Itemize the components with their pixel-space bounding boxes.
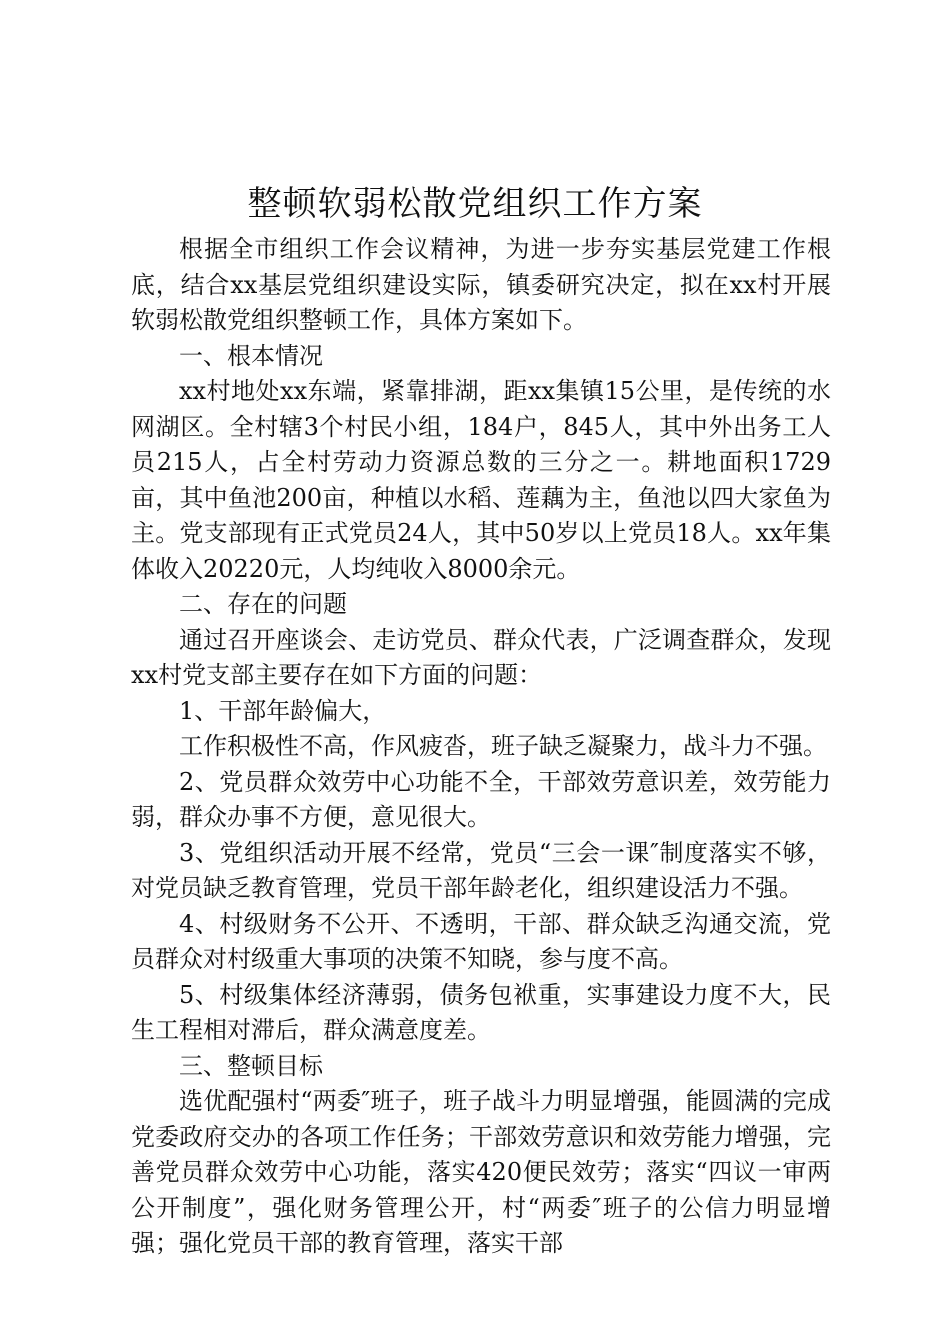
- list-item-problem-4: 4、村级财务不公开、不透明，干部、群众缺乏沟通交流，党员群众对村级重大事项的决策不知晓，参与度不高。: [131, 909, 831, 973]
- document-title: 整顿软弱松散党组织工作方案: [247, 184, 703, 224]
- paragraph-problem-1-detail: 工作积极性不高，作风疲沓，班子缺乏凝聚力，战斗力不强。: [179, 732, 827, 760]
- paragraph-intro: 根据全市组织工作会议精神，为进一步夯实基层党建工作根底，结合xx基层党组织建设实际，镇委研究决定，拟在xx村开展软弱松散党组织整顿工作，具体方案如下。: [131, 235, 831, 334]
- paragraph-basic-situation: xx村地处xx东端，紧靠排湖，距xx集镇15公里，是传统的水网湖区。全村辖3个村民小组，184户，845人，其中外出务工人员215人，占全村劳动力资源总数的三分之一。耕地面积1729亩，其中鱼池200亩，种植以水稻、莲藕为主，鱼池以四大家鱼为主。党支部现有正式党员24人，其中50岁以上党员18人。xx年集体收入20220元，人均纯收入8000余元。: [131, 377, 831, 583]
- document-body: [131, 232, 831, 1262]
- list-item-problem-2: 2、党员群众效劳中心功能不全，干部效劳意识差，效劳能力弱，群众办事不方便，意见很大。: [131, 767, 831, 831]
- list-item-problem-3: 3、党组织活动开展不经常，党员“三会一课″制度落实不够，对党员缺乏教育管理，党员干部年龄老化，组织建设活力不强。: [131, 838, 831, 902]
- list-item-problem-1: 1、干部年龄偏大，: [179, 696, 387, 725]
- section-heading-basic-situation: 一、根本情况: [179, 341, 323, 370]
- paragraph-problems-intro: 通过召开座谈会、走访党员、群众代表，广泛调查群众，发现xx村党支部主要存在如下方面的问题：: [131, 625, 831, 689]
- section-heading-goals: 三、整顿目标: [179, 1051, 323, 1080]
- paragraph-goals: 选优配强村“两委″班子，班子战斗力明显增强，能圆满的完成党委政府交办的各项工作任务；干部效劳意识和效劳能力增强，完善党员群众效劳中心功能，落实420便民效劳；落实“四议一审两公开制度”，强化财务管理公开，村“两委″班子的公信力明显增强；强化党员干部的教育管理，落实干部: [131, 1087, 831, 1257]
- list-item-problem-5: 5、村级集体经济薄弱，债务包袱重，实事建设力度不大，民生工程相对滞后，群众满意度差。: [131, 980, 831, 1044]
- section-heading-problems: 二、存在的问题: [179, 590, 347, 618]
